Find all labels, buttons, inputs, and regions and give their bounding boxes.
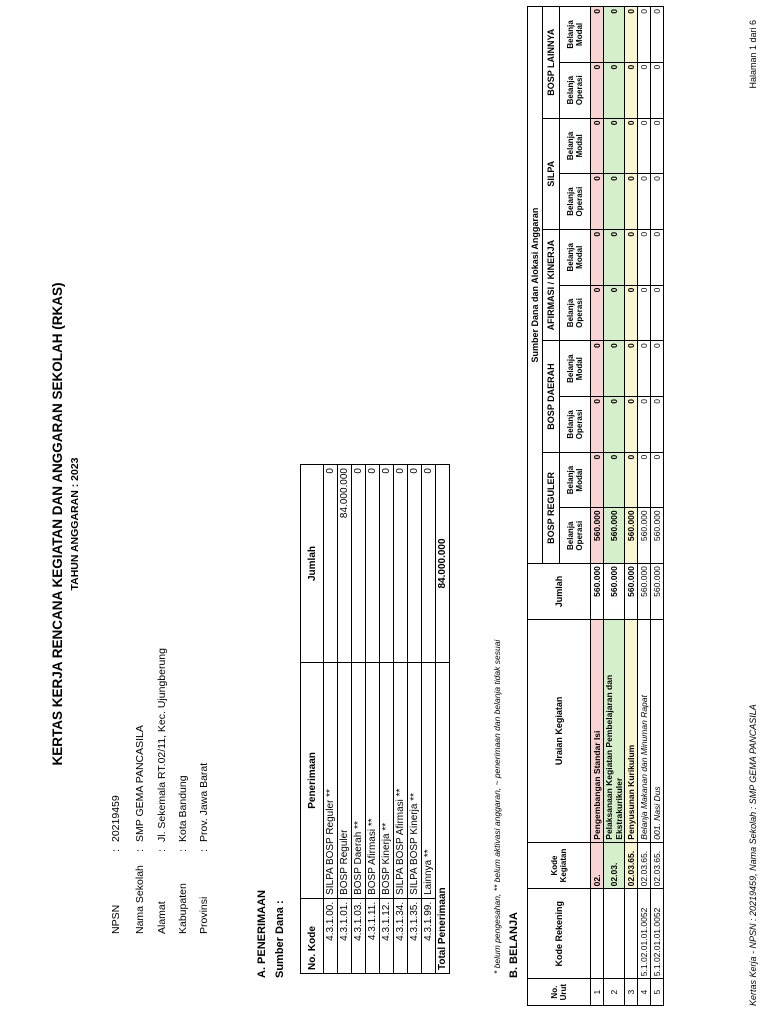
row-jumlah: 560.000 <box>625 564 638 620</box>
row-jumlah: 0 <box>352 465 366 663</box>
row-alokasi-value: 0 <box>651 396 664 452</box>
row-jumlah: 0 <box>366 465 380 663</box>
page-title: KERTAS KERJA RENCANA KEGIATAN DAN ANGGARAN SEKOLAH (RKAS) <box>50 282 65 766</box>
row-no: 2 <box>604 979 625 1006</box>
group-header: BOSP REGULER <box>543 452 560 563</box>
row-alokasi-value: 0 <box>591 7 604 63</box>
row-alokasi-value: 0 <box>651 229 664 285</box>
row-alokasi-value: 0 <box>638 174 651 230</box>
row-alokasi-value: 560.000 <box>638 508 651 564</box>
row-uraian: Pengembangan Standar Isi <box>591 619 604 842</box>
table-row <box>651 7 664 1006</box>
row-alokasi-value: 0 <box>651 452 664 508</box>
col-no-urut: No. Urut <box>528 979 591 1006</box>
row-alokasi-value: 0 <box>591 396 604 452</box>
colon: : <box>198 849 210 852</box>
belanja-table <box>527 6 664 1006</box>
penerimaan-table <box>300 464 450 974</box>
table-row <box>380 465 394 974</box>
row-alokasi-value: 0 <box>591 341 604 397</box>
row-kode: 4.3.1.03. <box>352 898 366 973</box>
sub-belanja-modal: Belanja Modal <box>560 452 591 508</box>
footer-right: Halaman 1 dari 6 <box>748 20 758 89</box>
sub-belanja-modal: Belanja Modal <box>560 118 591 174</box>
row-jumlah: 0 <box>408 465 422 663</box>
row-kode-rekening <box>604 889 625 979</box>
row-kode: 4.3.1.34. <box>394 898 408 973</box>
provinsi-value: Prov. Jawa Barat <box>198 762 210 842</box>
row-alokasi-value: 560.000 <box>604 508 625 564</box>
row-penerimaan: SILPA BOSP Afirmasi ** <box>394 662 408 898</box>
row-alokasi-value: 0 <box>591 62 604 118</box>
row-alokasi-value: 0 <box>591 174 604 230</box>
group-header: BOSP LAINNYA <box>543 7 560 119</box>
total-value: 84.000.000 <box>436 465 450 663</box>
sub-belanja-modal: Belanja Modal <box>560 229 591 285</box>
total-row <box>436 465 450 974</box>
row-kode-kegiatan: 02.03.65. <box>638 842 651 889</box>
col-penerimaan: Penerimaan <box>301 662 324 898</box>
colon: : <box>134 849 146 852</box>
row-alokasi-value: 0 <box>625 396 638 452</box>
row-alokasi-value: 0 <box>591 229 604 285</box>
col-kode-rekening: Kode Rekening <box>528 889 591 979</box>
row-penerimaan: SILPA BOSP Kinerja ** <box>408 662 422 898</box>
col-kode-kegiatan: Kode Kegiatan <box>528 842 591 889</box>
row-uraian: Penyusunan Kurikulum <box>625 619 638 842</box>
table-row <box>408 465 422 974</box>
row-alokasi-value: 0 <box>604 7 625 63</box>
sub-belanja-modal: Belanja Modal <box>560 7 591 63</box>
row-no: 4 <box>638 979 651 1006</box>
row-jumlah: 560.000 <box>591 564 604 620</box>
row-alokasi-value: 0 <box>651 174 664 230</box>
row-penerimaan: BOSP Kinerja ** <box>380 662 394 898</box>
row-penerimaan: BOSP Daerah ** <box>352 662 366 898</box>
row-alokasi-value: 0 <box>625 229 638 285</box>
row-alokasi-value: 0 <box>625 341 638 397</box>
row-alokasi-value: 0 <box>625 62 638 118</box>
row-alokasi-value: 0 <box>604 452 625 508</box>
colon: : <box>177 849 189 852</box>
row-penerimaan: SILPA BOSP Reguler ** <box>324 662 338 898</box>
row-penerimaan: BOSP Reguler <box>338 662 352 898</box>
page-subtitle: TAHUN ANGGARAN : 2023 <box>69 457 81 591</box>
table-row <box>604 7 625 1006</box>
group-header: SILPA <box>543 118 560 229</box>
row-alokasi-value: 0 <box>651 7 664 63</box>
row-jumlah: 560.000 <box>651 564 664 620</box>
row-alokasi-value: 0 <box>604 174 625 230</box>
colon: : <box>156 849 168 852</box>
col-uraian-kegiatan: Uraian Kegiatan <box>528 619 591 842</box>
col-jumlah: Jumlah <box>528 564 591 620</box>
row-jumlah: 560.000 <box>638 564 651 620</box>
alamat-value: Jl. Sekemala RT.02/11, Kec. Ujungberung <box>156 648 168 842</box>
row-alokasi-value: 0 <box>651 62 664 118</box>
sub-belanja-modal: Belanja Modal <box>560 341 591 397</box>
row-no: 5 <box>651 979 664 1006</box>
npsn-value: 20219459 <box>110 795 122 842</box>
row-alokasi-value: 0 <box>604 118 625 174</box>
nama-sekolah-label: Nama Sekolah <box>134 865 146 934</box>
provinsi-label: Provinsi <box>198 896 210 934</box>
col-no-kode: No. Kode <box>301 898 324 973</box>
nama-sekolah-value: SMP GEMA PANCASILA <box>134 725 146 842</box>
table-header-row <box>301 465 324 974</box>
table-row <box>352 465 366 974</box>
row-alokasi-value: 0 <box>604 285 625 341</box>
kabupaten-label: Kabupaten <box>177 883 189 934</box>
belanja-section-title: B. BELANJA <box>508 911 520 978</box>
row-kode: 4.3.1.00. <box>324 898 338 973</box>
row-kode-kegiatan: 02. <box>591 842 604 889</box>
total-label: Total Penerimaan <box>436 662 450 973</box>
row-jumlah: 84.000.000 <box>338 465 352 663</box>
row-jumlah: 0 <box>394 465 408 663</box>
row-no: 1 <box>591 979 604 1006</box>
row-kode-rekening <box>591 889 604 979</box>
row-alokasi-value: 0 <box>651 285 664 341</box>
row-penerimaan: Lainnya ** <box>422 662 436 898</box>
sumber-dana-label: Sumber Dana : <box>274 900 286 978</box>
row-kode: 4.3.1.35. <box>408 898 422 973</box>
row-alokasi-value: 560.000 <box>591 508 604 564</box>
sub-belanja-operasi: Belanja Operasi <box>560 396 591 452</box>
footer-left: Kertas Kerja - NPSN : 20219459, Nama Sekolah : SMP GEMA PANCASILA <box>748 704 758 1006</box>
table-row <box>422 465 436 974</box>
row-alokasi-value: 0 <box>591 452 604 508</box>
row-alokasi-value: 0 <box>604 396 625 452</box>
sub-belanja-operasi: Belanja Operasi <box>560 508 591 564</box>
row-alokasi-value: 0 <box>638 396 651 452</box>
row-alokasi-value: 0 <box>638 118 651 174</box>
row-alokasi-value: 0 <box>625 174 638 230</box>
table-row <box>338 465 352 974</box>
table-row <box>324 465 338 974</box>
row-jumlah: 0 <box>422 465 436 663</box>
row-jumlah: 0 <box>324 465 338 663</box>
row-kode-kegiatan: 02.03.65. <box>651 842 664 889</box>
penerimaan-section-title: A. PENERIMAAN <box>256 889 268 978</box>
row-alokasi-value: 0 <box>651 118 664 174</box>
row-kode-kegiatan: 02.03.65. <box>625 842 638 889</box>
row-kode-rekening <box>625 889 638 979</box>
colon: : <box>110 849 122 852</box>
row-kode-rekening: 5.1.02.01.01.0052 <box>651 889 664 979</box>
sub-belanja-operasi: Belanja Operasi <box>560 285 591 341</box>
col-jumlah: Jumlah <box>301 465 324 663</box>
row-alokasi-value: 0 <box>591 285 604 341</box>
row-jumlah: 560.000 <box>604 564 625 620</box>
row-kode: 4.3.1.01. <box>338 898 352 973</box>
row-alokasi-value: 0 <box>604 229 625 285</box>
row-alokasi-value: 0 <box>638 285 651 341</box>
sub-belanja-operasi: Belanja Operasi <box>560 174 591 230</box>
alamat-label: Alamat <box>156 901 168 934</box>
table-row <box>394 465 408 974</box>
row-alokasi-value: 560.000 <box>651 508 664 564</box>
group-header: AFIRMASI / KINERJA <box>543 229 560 340</box>
row-kode: 4.3.1.12. <box>380 898 394 973</box>
row-uraian: 001. Nasi Dus <box>651 619 664 842</box>
row-alokasi-value: 0 <box>638 7 651 63</box>
penerimaan-note: * belum pengesahan, ** belum aktivasi anggaran, ~ penerimaan dan belanja tidak sesuai <box>492 639 502 974</box>
npsn-label: NPSN <box>110 904 122 934</box>
row-kode: 4.3.1.11. <box>366 898 380 973</box>
row-uraian: Pelaksanaan Kegiatan Pembelajaran dan Ekstrakurikuler <box>604 619 625 842</box>
belanja-header-row-1 <box>528 7 543 1006</box>
kabupaten-value: Kota Bandung <box>177 775 189 842</box>
table-row <box>366 465 380 974</box>
group-header: BOSP DAERAH <box>543 341 560 452</box>
row-kode: 4.3.1.99. <box>422 898 436 973</box>
row-kode-rekening: 5.1.02.01.01.0052 <box>638 889 651 979</box>
row-alokasi-value: 560.000 <box>625 508 638 564</box>
row-alokasi-value: 0 <box>625 7 638 63</box>
row-alokasi-value: 0 <box>638 341 651 397</box>
sub-belanja-operasi: Belanja Operasi <box>560 62 591 118</box>
row-alokasi-value: 0 <box>625 285 638 341</box>
row-alokasi-value: 0 <box>638 229 651 285</box>
row-uraian: Belanja Makanan dan Minuman Rapat <box>638 619 651 842</box>
table-row <box>638 7 651 1006</box>
row-no: 3 <box>625 979 638 1006</box>
row-alokasi-value: 0 <box>651 341 664 397</box>
row-alokasi-value: 0 <box>638 452 651 508</box>
row-alokasi-value: 0 <box>591 118 604 174</box>
row-kode-kegiatan: 02.03. <box>604 842 625 889</box>
row-alokasi-value: 0 <box>604 62 625 118</box>
table-row <box>591 7 604 1006</box>
table-row <box>625 7 638 1006</box>
row-penerimaan: BOSP Afirmasi ** <box>366 662 380 898</box>
col-sumber-dana: Sumber Dana dan Alokasi Anggaran <box>528 7 543 564</box>
row-alokasi-value: 0 <box>625 118 638 174</box>
row-alokasi-value: 0 <box>625 452 638 508</box>
row-alokasi-value: 0 <box>638 62 651 118</box>
row-alokasi-value: 0 <box>604 341 625 397</box>
row-jumlah: 0 <box>380 465 394 663</box>
